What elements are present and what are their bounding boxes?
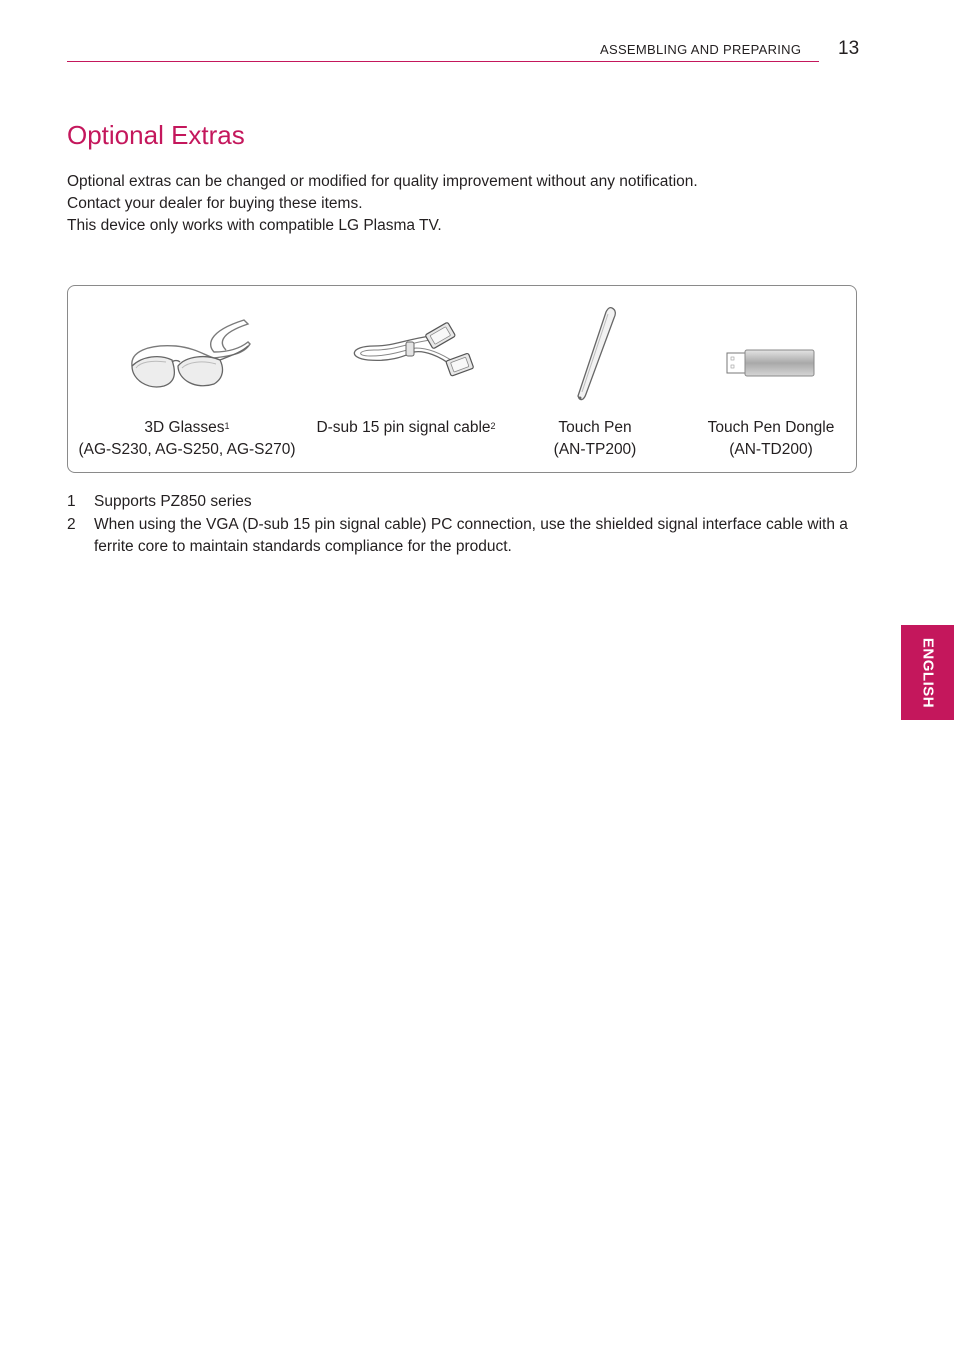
- extra-item-touch-pen-dongle: [684, 286, 858, 474]
- footnote-number: 1: [67, 493, 76, 510]
- touch-pen-icon: [570, 304, 620, 404]
- page-title: Optional Extras: [67, 120, 245, 150]
- footnotes: [67, 491, 867, 559]
- extra-item-touch-pen: [506, 286, 684, 474]
- item-model: (AN-TD200): [729, 441, 813, 458]
- footnote-text: When using the VGA (D-sub 15 pin signal cable) PC connection, use the shielded signal interface cable with a ferrite core to maintain standards compliance for the product.: [94, 515, 848, 555]
- item-name: Touch Pen: [558, 419, 632, 436]
- item-name: Touch Pen Dongle: [707, 419, 835, 436]
- footnote-text: Supports PZ850 series: [94, 493, 252, 510]
- language-label: ENGLISH: [919, 637, 936, 708]
- dsub-cable-icon: [344, 322, 474, 392]
- item-caption: [306, 417, 506, 439]
- intro-line: Contact your dealer for buying these items.: [67, 195, 363, 212]
- extras-box: [67, 285, 857, 473]
- footnote: [67, 514, 867, 559]
- 3d-glasses-icon: [126, 316, 256, 396]
- language-tab: [901, 625, 954, 720]
- extra-item-3d-glasses: [68, 286, 306, 474]
- footnote: [67, 491, 867, 514]
- intro-line: Optional extras can be changed or modified for quality improvement without any notification.: [67, 173, 698, 190]
- intro-line: This device only works with compatible LG Plasma TV.: [67, 217, 442, 234]
- intro-text: [67, 171, 698, 237]
- extra-item-dsub-cable: [306, 286, 506, 474]
- footnote-number: 2: [67, 515, 76, 533]
- item-caption: [68, 417, 306, 461]
- page-number: 13: [838, 38, 860, 59]
- header-section-title: ASSEMBLING AND PREPARING: [600, 42, 802, 57]
- header-rule: [67, 61, 819, 62]
- footnote-ref: 1: [224, 421, 230, 431]
- item-caption: [506, 417, 684, 461]
- footnote-ref: 2: [490, 421, 496, 431]
- item-name: D-sub 15 pin signal cable: [316, 419, 491, 436]
- item-name: 3D Glasses: [144, 419, 225, 436]
- item-model: (AG-S230, AG-S250, AG-S270): [78, 441, 296, 458]
- usb-dongle-icon: [726, 348, 816, 378]
- item-caption: [684, 417, 858, 461]
- item-model: (AN-TP200): [553, 441, 637, 458]
